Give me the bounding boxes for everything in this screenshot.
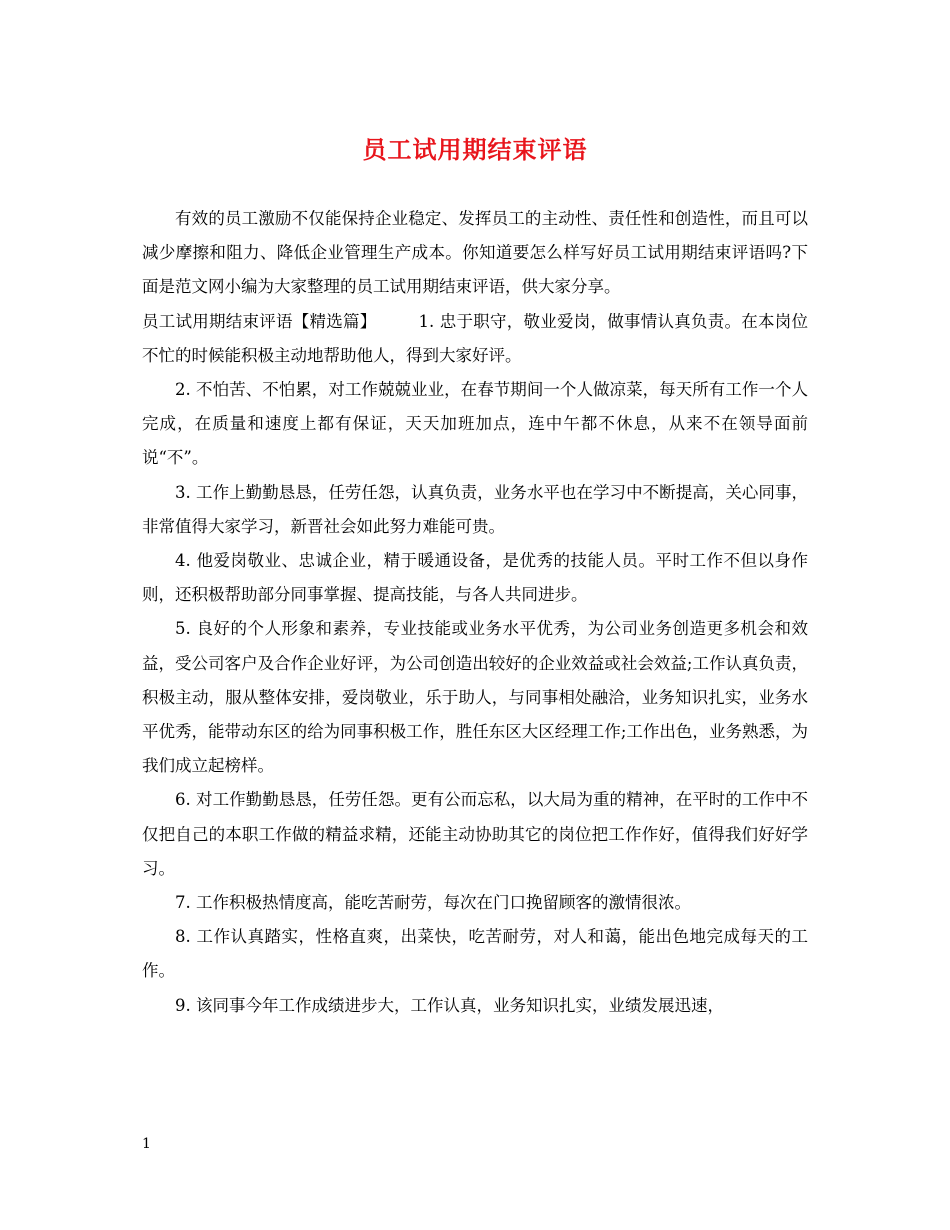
page-number: 1 <box>142 1136 151 1152</box>
document-body <box>142 202 808 1023</box>
item-2: 2. 不怕苦、不怕累，对工作兢兢业业，在春节期间一个人做凉菜，每天所有工作一个人完成，在质量和速度上都有保证，天天加班加点，连中午都不休息，从来不在领导面前说“不”。 <box>142 380 808 468</box>
section-paragraph <box>142 305 808 373</box>
section-heading: 员工试用期结束评语【精选篇】 <box>142 311 377 331</box>
item-7: 7. 工作积极热情度高，能吃苦耐劳，每次在门口挽留顾客的激情很浓。 <box>175 893 691 913</box>
intro-paragraph: 有效的员工激励不仅能保持企业稳定、发挥员工的主动性、责任性和创造性，而且可以减少摩擦和阻力、降低企业管理生产成本。你知道要怎么样写好员工试用期结束评语吗?下面是范文网小编为大家整理的员工试用期结束评语，供大家分享。 <box>142 209 808 297</box>
item-8: 8. 工作认真踏实，性格直爽，出菜快，吃苦耐劳，对人和蔼，能出色地完成每天的工作。 <box>142 927 808 981</box>
item-3: 3. 工作上勤勤恳恳，任劳任怨，认真负责，业务水平也在学习中不断提高，关心同事，非常值得大家学习，新晋社会如此努力难能可贵。 <box>142 482 808 536</box>
item-1: 1. 忠于职守，敬业爱岗，做事情认真负责。在本岗位不忙的时候能积极主动地帮助他人，得到大家好评。 <box>142 311 808 365</box>
item-5: 5. 良好的个人形象和素养，专业技能或业务水平优秀，为公司业务创造更多机会和效益，受公司客户及合作企业好评，为公司创造出较好的企业效益或社会效益;工作认真负责，积极主动，服从整体安排，爱岗敬业，乐于助人，与同事相处融洽，业务知识扎实，业务水平优秀，能带动东区的给为同事积极工作，胜任东区大区经理工作;工作出色，业务熟悉，为我们成立起榜样。 <box>142 619 808 776</box>
item-4: 4. 他爱岗敬业、忠诚企业，精于暖通设备，是优秀的技能人员。平时工作不但以身作则，还积极帮助部分同事掌握、提高技能，与各人共同进步。 <box>142 551 808 605</box>
item-9: 9. 该同事今年工作成绩进步大，工作认真，业务知识扎实，业绩发展迅速， <box>175 995 724 1015</box>
item-6: 6. 对工作勤勤恳恳，任劳任怨。更有公而忘私，以大局为重的精神，在平时的工作中不仅把自己的本职工作做的精益求精，还能主动协助其它的岗位把工作作好，值得我们好好学习。 <box>142 790 808 878</box>
document-title: 员工试用期结束评语 <box>362 135 588 164</box>
